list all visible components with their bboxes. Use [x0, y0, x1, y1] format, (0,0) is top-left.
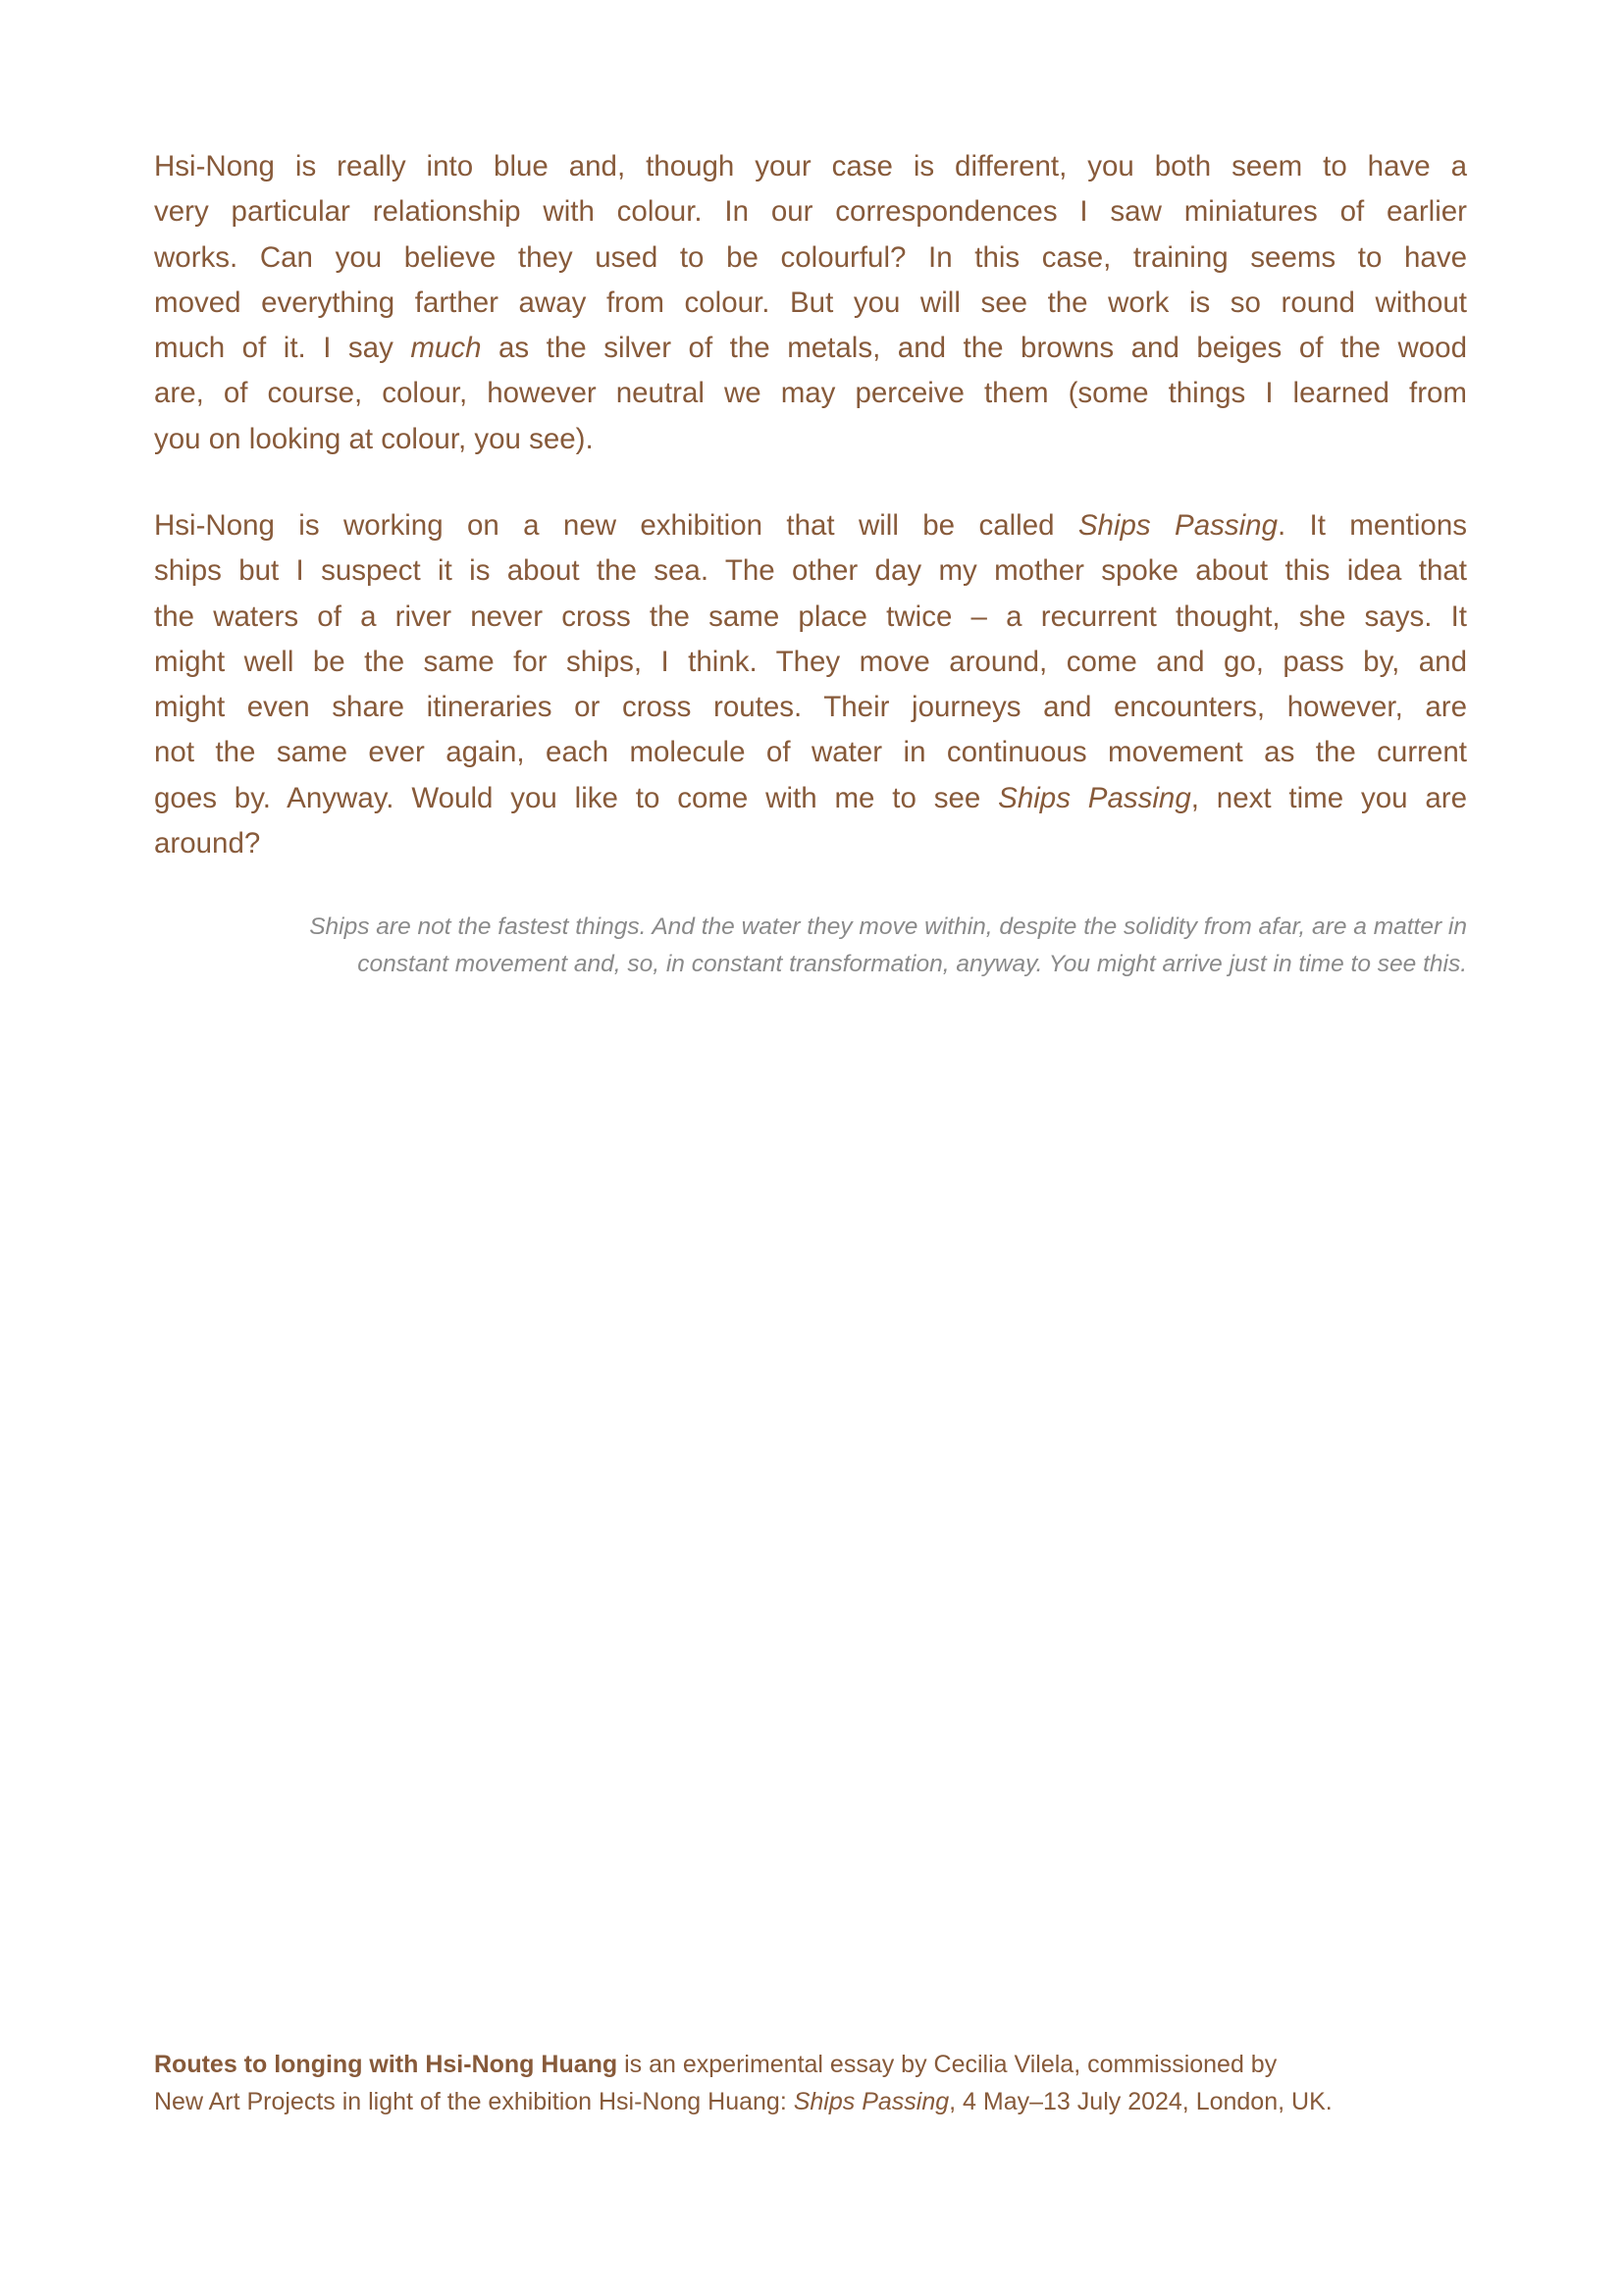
text-segment: much of it. I say	[154, 332, 411, 365]
text-line: very particular relationship with colour. In our correspondences I saw miniatures of earlier	[154, 195, 1467, 229]
text-line: you on looking at colour, you see).	[154, 422, 594, 455]
text-segment: , 4 May–13 July 2024, London, UK.	[949, 2088, 1333, 2115]
paragraph-colour	[154, 144, 1467, 462]
text-segment: is an experimental essay by Cecilia Vilela, commissioned by	[617, 2051, 1278, 2078]
essay-title: Routes to longing with Hsi-Nong Huang	[154, 2051, 618, 2078]
text-segment: Hsi-Nong is working on a new exhibition that will be called	[154, 509, 1078, 542]
text-line: around?	[154, 827, 261, 860]
text-line: not the same ever again, each molecule of water in continuous movement as the current	[154, 736, 1467, 769]
text-line: Hsi-Nong is really into blue and, though your case is different, you both seem to have a	[154, 150, 1467, 182]
text-line	[154, 503, 1467, 548]
text-segment: goes by. Anyway. Would you like to come with me to see	[154, 781, 999, 814]
text-segment: New Art Projects in light of the exhibition Hsi-Nong Huang:	[154, 2088, 794, 2115]
exhibition-title: Ships Passing	[793, 2088, 950, 2115]
colophon	[154, 2046, 1333, 2120]
text-segment: , next time you are	[1190, 781, 1467, 814]
paragraph-ships-passing	[154, 503, 1467, 866]
text-segment: as the silver of the metals, and the browns and beiges of the wood	[481, 332, 1467, 365]
colophon-line	[154, 2083, 1333, 2120]
pull-quote	[93, 909, 1467, 983]
colophon-line	[154, 2046, 1333, 2083]
text-line: might well be the same for ships, I think. They move around, come and go, pass by, and	[154, 645, 1467, 678]
pull-quote-line: constant movement and, so, in constant transformation, anyway. You might arrive just in time to see this.	[357, 951, 1467, 977]
exhibition-title: Ships Passing	[998, 781, 1191, 814]
text-line: the waters of a river never cross the same place twice – a recurrent thought, she says. It	[154, 600, 1467, 633]
pull-quote-line: Ships are not the fastest things. And the water they move within, despite the solidity from afar, are a matter in	[309, 913, 1467, 940]
text-line: are, of course, colour, however neutral we may perceive them (some things I learned from	[154, 377, 1467, 410]
text-line	[154, 776, 1467, 821]
text-line: ships but I suspect it is about the sea. The other day my mother spoke about this idea that	[154, 554, 1467, 588]
exhibition-title: Ships Passing	[1077, 509, 1278, 542]
text-line: moved everything farther away from colour. But you will see the work is so round without	[154, 286, 1467, 319]
text-line	[154, 326, 1467, 371]
text-segment: . It mentions	[1277, 509, 1467, 542]
emphasis: much	[410, 332, 482, 365]
text-line: works. Can you believe they used to be colourful? In this case, training seems to have	[154, 240, 1467, 274]
text-line: might even share itineraries or cross routes. Their journeys and encounters, however, are	[154, 691, 1467, 724]
